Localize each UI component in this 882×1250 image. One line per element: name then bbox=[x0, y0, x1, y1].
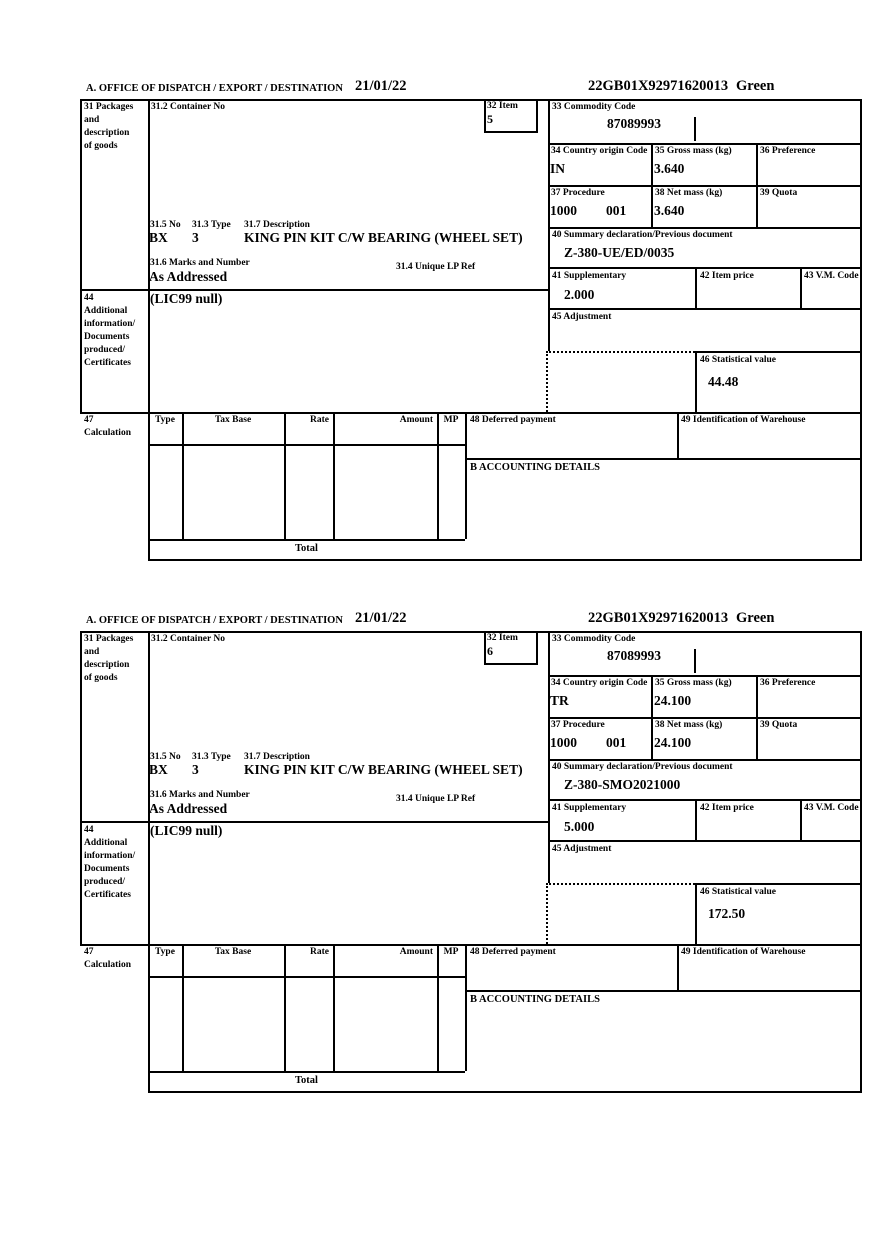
net-mass-value: 24.100 bbox=[654, 735, 692, 750]
col34-35-divider bbox=[651, 675, 653, 759]
goods-description-value: KING PIN KIT C/W BEARING (WHEEL SET) bbox=[244, 762, 523, 777]
acceptance-date: 21/01/22 bbox=[355, 610, 407, 626]
box44-label-line1: 44 bbox=[84, 825, 94, 835]
box44-label-line2: Additional bbox=[84, 306, 128, 316]
row37-bottom-border bbox=[548, 227, 862, 229]
form-border-top bbox=[80, 631, 862, 633]
box37-label: 37 Procedure bbox=[551, 720, 605, 730]
table-header-amount: Amount bbox=[399, 415, 433, 425]
box33-subdivision bbox=[694, 649, 696, 673]
routing-status: Green bbox=[736, 610, 775, 626]
procedure-extra-value: 001 bbox=[606, 735, 627, 750]
box48-49-divider bbox=[677, 412, 679, 458]
form-border-top bbox=[80, 99, 862, 101]
box49-label: 49 Identification of Warehouse bbox=[681, 415, 806, 425]
row34-bottom-border bbox=[548, 185, 862, 187]
table-bottom-border bbox=[148, 1071, 465, 1073]
box44-label-line6: Certificates bbox=[84, 890, 131, 900]
box40-label: 40 Summary declaration/Previous document bbox=[552, 230, 733, 240]
box314-label: 31.4 Unique LP Ref bbox=[396, 262, 476, 272]
item-number-value: 6 bbox=[487, 644, 493, 658]
dotted-left-border bbox=[546, 883, 548, 944]
box35-label: 35 Gross mass (kg) bbox=[655, 146, 732, 156]
box40-label: 40 Summary declaration/Previous document bbox=[552, 762, 733, 772]
box46-left-border bbox=[695, 883, 697, 944]
table-right-border bbox=[465, 412, 467, 539]
col42-43-divider bbox=[800, 799, 802, 840]
box44-label-line5: produced/ bbox=[84, 877, 126, 887]
additional-info-value: (LIC99 null) bbox=[150, 823, 223, 838]
box31-label-line1: 31 Packages bbox=[84, 102, 134, 112]
table-col-divider-1 bbox=[182, 944, 184, 1071]
box45-dotted-bottom-border bbox=[546, 883, 695, 885]
box48-49-bottom-border bbox=[465, 458, 862, 460]
table-bottom-border bbox=[148, 539, 465, 541]
box47-label-line2: Calculation bbox=[84, 960, 131, 970]
box32-right-border bbox=[536, 631, 538, 663]
box49-label: 49 Identification of Warehouse bbox=[681, 947, 806, 957]
form-border-left bbox=[80, 99, 82, 414]
form-border-right bbox=[860, 99, 862, 561]
box32-bottom-border bbox=[484, 131, 538, 133]
table-right-border bbox=[465, 944, 467, 1071]
table-col-divider-3 bbox=[333, 944, 335, 1071]
box48-49-divider bbox=[677, 944, 679, 990]
previous-document-value: Z-380-UE/ED/0035 bbox=[564, 245, 675, 260]
commodity-code-value: 87089993 bbox=[607, 116, 661, 131]
box31-label-line2: and bbox=[84, 647, 100, 657]
box41-label: 41 Supplementary bbox=[552, 271, 627, 281]
box312-label: 31.2 Container No bbox=[151, 102, 225, 112]
box44-label-line5: produced/ bbox=[84, 345, 126, 355]
package-kind-value: BX bbox=[149, 230, 168, 245]
box37-label: 37 Procedure bbox=[551, 188, 605, 198]
box42-label: 42 Item price bbox=[700, 803, 754, 813]
row34-bottom-border bbox=[548, 717, 862, 719]
office-of-dispatch-label: A. OFFICE OF DISPATCH / EXPORT / DESTINATION bbox=[86, 83, 343, 94]
box47-top-border bbox=[80, 412, 862, 414]
package-kind-value: BX bbox=[149, 762, 168, 777]
box316-label: 31.6 Marks and Number bbox=[150, 790, 250, 800]
statistical-value: 44.48 bbox=[708, 374, 739, 389]
left-column-divider bbox=[148, 631, 150, 1093]
declaration-item-section bbox=[0, 75, 882, 607]
row41-bottom-border bbox=[548, 840, 862, 842]
box34-label: 34 Country origin Code bbox=[551, 678, 648, 688]
box32-right-border bbox=[536, 99, 538, 131]
box317-label: 31.7 Description bbox=[244, 220, 310, 230]
package-type-value: 3 bbox=[192, 230, 199, 245]
mrn-number: 22GB01X92971620013 bbox=[588, 610, 729, 626]
box48-49-bottom-border bbox=[465, 990, 862, 992]
box35-label: 35 Gross mass (kg) bbox=[655, 678, 732, 688]
accounting-details-label: B ACCOUNTING DETAILS bbox=[470, 994, 600, 1005]
country-origin-value: IN bbox=[550, 161, 566, 176]
box46-label: 46 Statistical value bbox=[700, 355, 776, 365]
box46-left-border bbox=[695, 351, 697, 412]
box46-label: 46 Statistical value bbox=[700, 887, 776, 897]
col41-42-divider bbox=[695, 267, 697, 308]
declaration-item-section bbox=[0, 607, 882, 1139]
dotted-left-border bbox=[546, 351, 548, 412]
box32-left-border bbox=[484, 631, 486, 663]
routing-status: Green bbox=[736, 78, 775, 94]
box47-top-border bbox=[80, 944, 862, 946]
table-col-divider-2 bbox=[284, 944, 286, 1071]
box47-label-line1: 47 bbox=[84, 947, 94, 957]
goods-description-value: KING PIN KIT C/W BEARING (WHEEL SET) bbox=[244, 230, 523, 245]
box31-label-line3: description bbox=[84, 128, 130, 138]
additional-info-value: (LIC99 null) bbox=[150, 291, 223, 306]
table-col-divider-4 bbox=[437, 412, 439, 539]
left-column-divider bbox=[148, 99, 150, 561]
table-col-divider-4 bbox=[437, 944, 439, 1071]
item-number-value: 5 bbox=[487, 112, 493, 126]
procedure-value: 1000 bbox=[550, 203, 577, 218]
box46-top-border bbox=[695, 883, 862, 885]
table-header-separator bbox=[148, 444, 465, 446]
box38-label: 38 Net mass (kg) bbox=[655, 188, 723, 198]
total-label: Total bbox=[295, 1075, 318, 1086]
box45-dotted-bottom-border bbox=[546, 351, 695, 353]
box36-label: 36 Preference bbox=[760, 146, 816, 156]
box32-bottom-border bbox=[484, 663, 538, 665]
box44-label-line6: Certificates bbox=[84, 358, 131, 368]
commodity-code-value: 87089993 bbox=[607, 648, 661, 663]
box40-bottom-border bbox=[548, 267, 862, 269]
box44-label-line3: information/ bbox=[84, 319, 136, 329]
box44-label-line3: information/ bbox=[84, 851, 136, 861]
table-header-mp: MP bbox=[443, 415, 459, 425]
box316-label: 31.6 Marks and Number bbox=[150, 258, 250, 268]
box44-label-line4: Documents bbox=[84, 332, 130, 342]
table-col-divider-3 bbox=[333, 412, 335, 539]
box46-top-border bbox=[695, 351, 862, 353]
box39-label: 39 Quota bbox=[760, 720, 798, 730]
box33-label: 33 Commodity Code bbox=[552, 102, 636, 112]
table-col-divider-2 bbox=[284, 412, 286, 539]
row41-bottom-border bbox=[548, 308, 862, 310]
box43-label: 43 V.M. Code bbox=[804, 803, 859, 813]
table-header-rate: Rate bbox=[310, 415, 329, 425]
box41-label: 41 Supplementary bbox=[552, 803, 627, 813]
box38-label: 38 Net mass (kg) bbox=[655, 720, 723, 730]
marks-value: As Addressed bbox=[149, 801, 228, 816]
box40-bottom-border bbox=[548, 799, 862, 801]
box47-label-line1: 47 bbox=[84, 415, 94, 425]
box44-label-line2: Additional bbox=[84, 838, 128, 848]
form-border-bottom bbox=[148, 1091, 862, 1093]
gross-mass-value: 3.640 bbox=[654, 161, 685, 176]
box39-label: 39 Quota bbox=[760, 188, 798, 198]
col35-36-divider bbox=[756, 675, 758, 759]
supplementary-value: 5.000 bbox=[564, 819, 595, 834]
procedure-value: 1000 bbox=[550, 735, 577, 750]
box44-label-line4: Documents bbox=[84, 864, 130, 874]
table-header-type: Type bbox=[155, 415, 175, 425]
box31-label-line2: and bbox=[84, 115, 100, 125]
gross-mass-value: 24.100 bbox=[654, 693, 692, 708]
table-header-type: Type bbox=[155, 947, 175, 957]
box31-label-line1: 31 Packages bbox=[84, 634, 134, 644]
box42-label: 42 Item price bbox=[700, 271, 754, 281]
row37-bottom-border bbox=[548, 759, 862, 761]
form-border-bottom bbox=[148, 559, 862, 561]
box315-label: 31.5 No bbox=[150, 220, 181, 230]
box315-label: 31.5 No bbox=[150, 752, 181, 762]
col34-35-divider bbox=[651, 143, 653, 227]
procedure-extra-value: 001 bbox=[606, 203, 627, 218]
supplementary-value: 2.000 bbox=[564, 287, 595, 302]
box45-label: 45 Adjustment bbox=[552, 844, 612, 854]
box313-label: 31.3 Type bbox=[192, 220, 231, 230]
net-mass-value: 3.640 bbox=[654, 203, 685, 218]
box33-label: 33 Commodity Code bbox=[552, 634, 636, 644]
statistical-value: 172.50 bbox=[708, 906, 746, 921]
table-header-rate: Rate bbox=[310, 947, 329, 957]
right-column-divider bbox=[548, 631, 550, 883]
box32-label: 32 Item bbox=[487, 101, 518, 111]
box313-label: 31.3 Type bbox=[192, 752, 231, 762]
table-header-amount: Amount bbox=[399, 947, 433, 957]
box33-bottom-border bbox=[548, 143, 862, 145]
table-header-tax-base: Tax Base bbox=[214, 415, 252, 425]
mrn-number: 22GB01X92971620013 bbox=[588, 78, 729, 94]
box45-label: 45 Adjustment bbox=[552, 312, 612, 322]
col41-42-divider bbox=[695, 799, 697, 840]
marks-value: As Addressed bbox=[149, 269, 228, 284]
accounting-details-label: B ACCOUNTING DETAILS bbox=[470, 462, 600, 473]
right-column-divider bbox=[548, 99, 550, 351]
country-origin-value: TR bbox=[550, 693, 569, 708]
form-border-right bbox=[860, 631, 862, 1093]
table-header-tax-base: Tax Base bbox=[214, 947, 252, 957]
box33-bottom-border bbox=[548, 675, 862, 677]
box314-label: 31.4 Unique LP Ref bbox=[396, 794, 476, 804]
box47-label-line2: Calculation bbox=[84, 428, 131, 438]
box34-label: 34 Country origin Code bbox=[551, 146, 648, 156]
package-type-value: 3 bbox=[192, 762, 199, 777]
table-header-separator bbox=[148, 976, 465, 978]
box31-label-line4: of goods bbox=[84, 141, 118, 151]
total-label: Total bbox=[295, 543, 318, 554]
box317-label: 31.7 Description bbox=[244, 752, 310, 762]
box43-label: 43 V.M. Code bbox=[804, 271, 859, 281]
box36-label: 36 Preference bbox=[760, 678, 816, 688]
box312-label: 31.2 Container No bbox=[151, 634, 225, 644]
previous-document-value: Z-380-SMO2021000 bbox=[564, 777, 681, 792]
box31-label-line4: of goods bbox=[84, 673, 118, 683]
form-border-left bbox=[80, 631, 82, 946]
table-col-divider-1 bbox=[182, 412, 184, 539]
table-header-mp: MP bbox=[443, 947, 459, 957]
box44-label-line1: 44 bbox=[84, 293, 94, 303]
col42-43-divider bbox=[800, 267, 802, 308]
box32-left-border bbox=[484, 99, 486, 131]
box32-label: 32 Item bbox=[487, 633, 518, 643]
col35-36-divider bbox=[756, 143, 758, 227]
box31-label-line3: description bbox=[84, 660, 130, 670]
box48-label: 48 Deferred payment bbox=[470, 947, 556, 957]
acceptance-date: 21/01/22 bbox=[355, 78, 407, 94]
office-of-dispatch-label: A. OFFICE OF DISPATCH / EXPORT / DESTINATION bbox=[86, 615, 343, 626]
box48-label: 48 Deferred payment bbox=[470, 415, 556, 425]
box33-subdivision bbox=[694, 117, 696, 141]
